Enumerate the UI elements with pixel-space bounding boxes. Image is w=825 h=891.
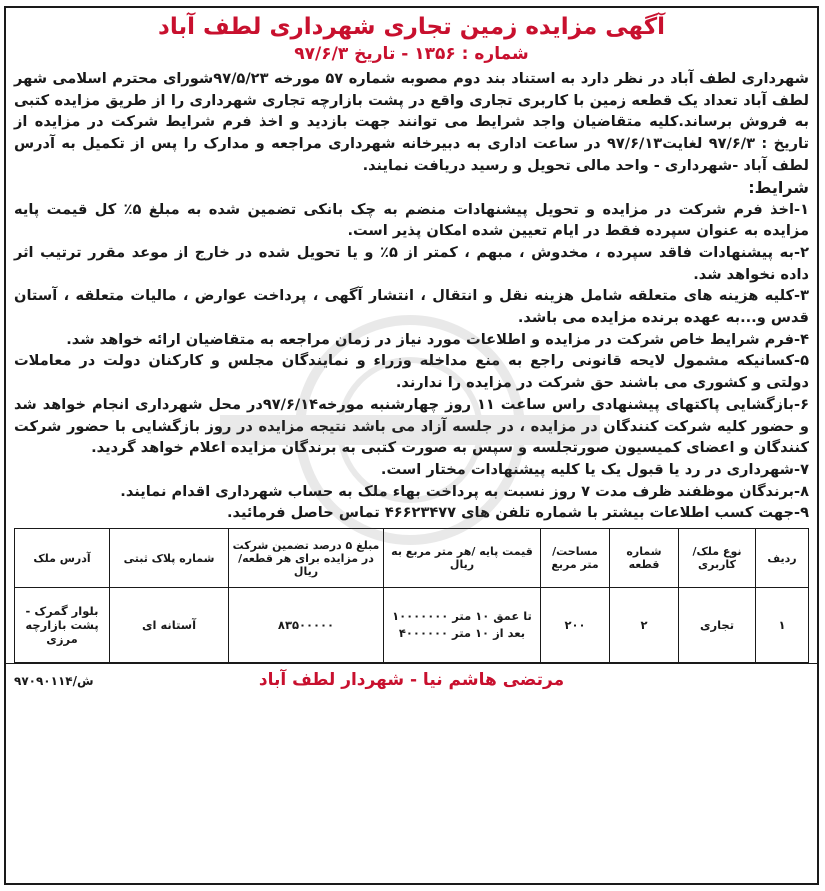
table-header-row [15, 529, 809, 588]
condition-item: ۶-بازگشایی پاکتهای پیشنهادی راس ساعت ۱۱ روز چهارشنبه مورخه۹۷/۶/۱۴در محل شهرداری انجام خواهد شد و حضور کلیه شرکت کنندگان در مزایده ، در جلسه آزاد می باشد نتیجه مزایده در روز بازگشایی با حضور شرکت کنندگان و اعضای کمیسیون صورتجلسه و سپس به صورت کتبی به برندگان مزایده اعلام خواهد گردید. [14, 395, 809, 457]
intro-paragraph: شهرداری لطف آباد در نظر دارد به استناد بند دوم مصوبه شماره ۵۷ مورخه ۹۷/۵/۲۳شورای محترم اسلامی شهر لطف آباد تعداد یک قطعه زمین با کاربری تجاری واقع در پشت بازارچه تجاری شهرداری را از طریق مزایده کتبی به فروش برساند.کلیه متقاضیان واجد شرایط می توانند جهت بازدید و اخذ فرم شرایط شرکت در مزایده از تاریخ : ۹۷/۶/۳ لغایت۹۷/۶/۱۳ در ساعت اداری به دبیرخانه شهرداری مراجعه و مدارک را پس از تکمیل به آدرس لطف آباد -شهرداری - واحد مالی تحویل و رسید دریافت نمایند. [14, 70, 810, 174]
header-area: مساحت/ متر مربع [541, 529, 610, 588]
cell-base-price [384, 588, 541, 663]
header-guarantee: مبلغ ۵ درصد تضمین شرکت در مزایده برای هر قطعه/ ریال [229, 529, 384, 588]
header-base-price: قیمت پایه /هر متر مربع به ریال [384, 529, 541, 588]
header-row-number: ردیف [756, 529, 809, 588]
notice-frame [4, 6, 819, 885]
cell-guarantee: ۸۳۵۰۰۰۰۰ [229, 588, 384, 663]
condition-item: ۳-کلیه هزینه های متعلقه شامل هزینه نقل و انتقال ، انتشار آگهی ، پرداخت عوارض ، مالیات متعلقه ، آستان قدس و...به عهده برنده مزایده می باشد. [14, 287, 809, 327]
condition-item: ۷-شهرداری در رد یا قبول یک یا کلیه پیشنهادات مختار است. [380, 460, 809, 478]
cell-property-type: تجاری [679, 588, 756, 663]
mayor-signature: مرتضی هاشم نیا - شهردار لطف آباد [258, 670, 565, 691]
condition-item: ۴-فرم شرایط خاص شرکت در مزایده و اطلاعات مورد نیاز در زمان مراجعه به متقاضیان ارائه خواهد شد. [66, 330, 809, 348]
condition-item: ۵-کسانیکه مشمول لایحه قانونی راجع به منع مداخله وزراء و نمایندگان مجلس و کارکنان دولت در معاملات دولتی و کشوری می باشند حق شرکت در مزایده را ندارند. [14, 352, 809, 392]
price-depth-up-to-10: تا عمق ۱۰ متر ۱۰۰۰۰۰۰۰ [392, 609, 532, 624]
property-table [14, 528, 809, 663]
condition-item: ۱-اخذ فرم شرکت در مزایده و تحویل پیشنهادات منضم به چک بانکی تضمین شده به مبلغ ۵٪ کل قیمت پایه مزایده به عنوان سپرده فقط در ایام تعیین شده امکان پذیر است. [14, 200, 809, 240]
condition-item: ۲-به پیشنهادات فاقد سپرده ، مخدوش ، مبهم ، کمتر از ۵٪ و یا تحویل شده در خارج از موعد مقرر ترتیب اثر داده نخواهد شد. [14, 243, 809, 283]
notice-footer [6, 663, 817, 700]
header-registry-plate: شماره پلاک ثبتی [110, 529, 229, 588]
header-property-type: نوع ملک/ کاربری [679, 529, 756, 588]
conditions-heading: شرایط: [748, 177, 809, 197]
notice-number-date: شماره : ۱۳۵۶ - تاریخ ۹۷/۶/۳ [294, 44, 529, 64]
cell-area: ۲۰۰ [541, 588, 610, 663]
table-row [15, 588, 809, 663]
publication-code: ۹۷۰۹۰۱۱۴/ش [14, 674, 94, 689]
notice-title: آگهی مزایده زمین تجاری شهرداری لطف آباد [158, 14, 665, 40]
header-plot-number: شماره قطعه [610, 529, 679, 588]
conditions-list [14, 199, 809, 525]
cell-registry-plate: آستانه ای [110, 588, 229, 663]
header-address: آدرس ملک [15, 529, 110, 588]
cell-plot-number: ۲ [610, 588, 679, 663]
condition-item: ۹-جهت کسب اطلاعات بیشتر با شماره تلفن های ۴۶۶۲۳۴۷۷ تماس حاصل فرمائید. [227, 504, 809, 522]
price-depth-after-10: بعد از ۱۰ متر ۴۰۰۰۰۰۰ [398, 626, 526, 641]
condition-item: ۸-برندگان موظفند ظرف مدت ۷ روز نسبت به پرداخت بهاء ملک به حساب شهرداری اقدام نمایند. [120, 482, 809, 500]
cell-row-number: ۱ [756, 588, 809, 663]
cell-address: بلوار گمرک - پشت بازارچه مرزی [15, 588, 110, 663]
